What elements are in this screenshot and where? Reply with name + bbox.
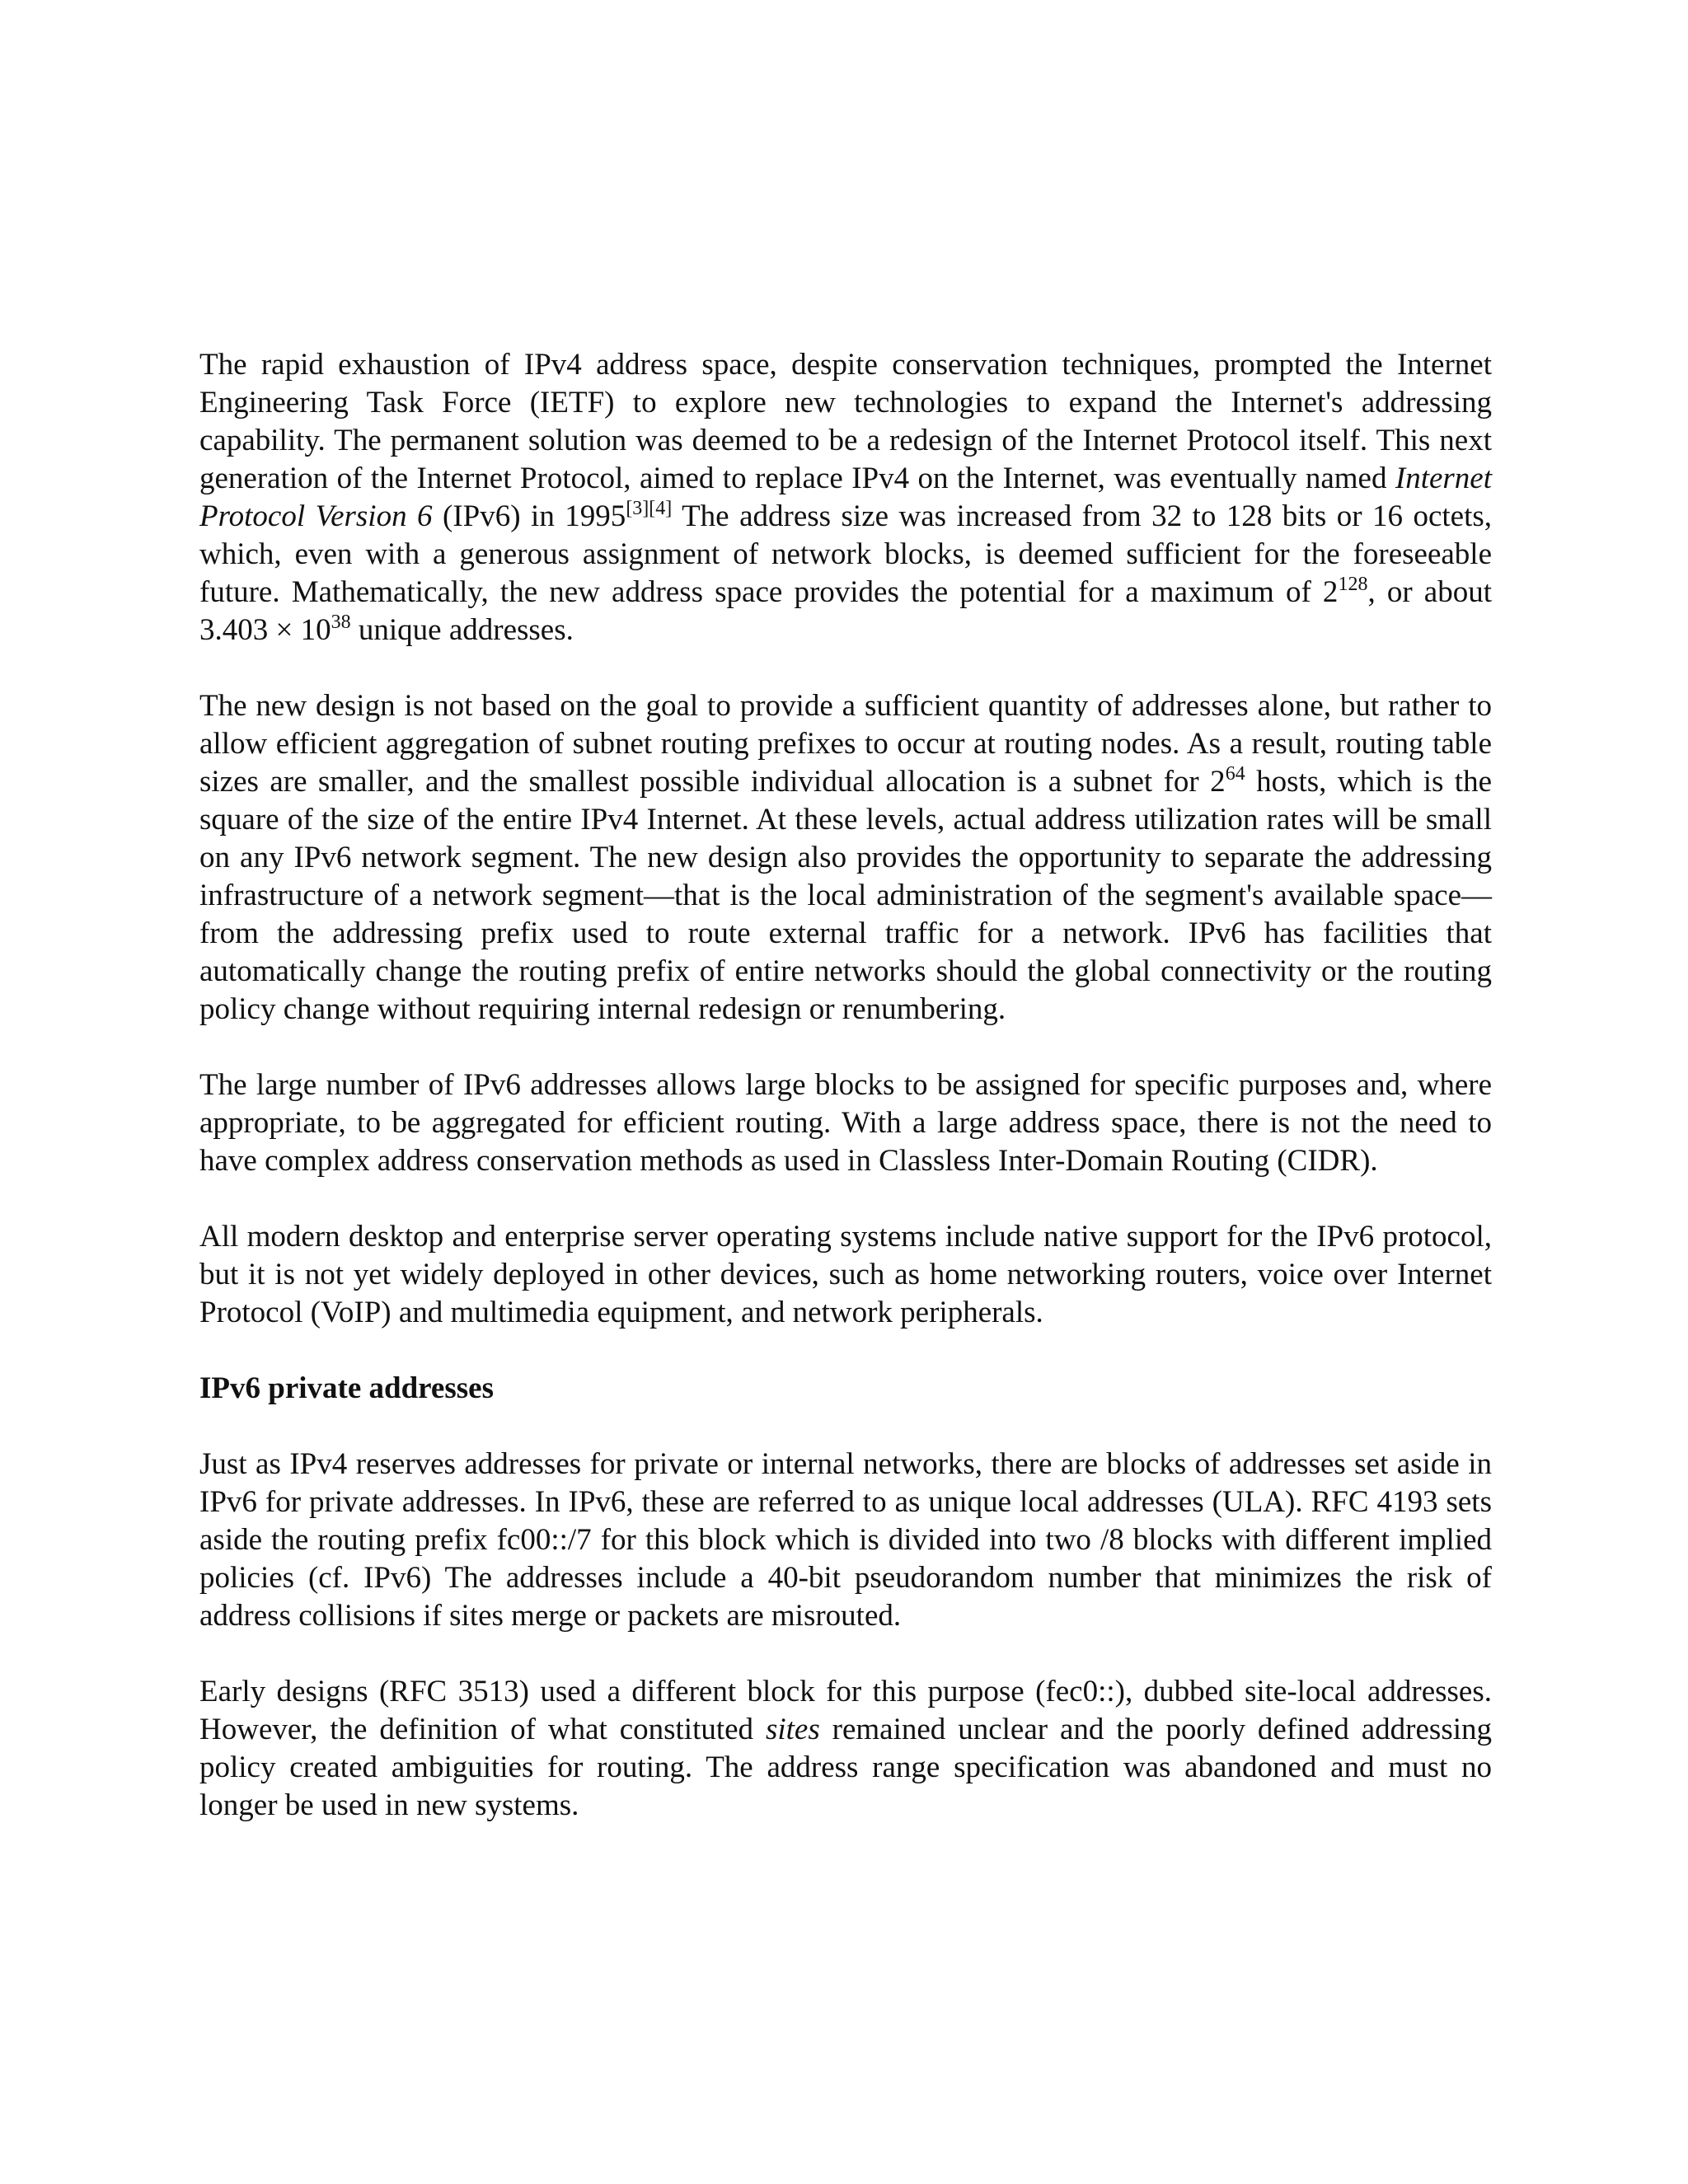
text-run: unique addresses.	[350, 613, 574, 647]
paragraph-address-blocks: The large number of IPv6 addresses allows large blocks to be assigned for specific purposes and, where appropriate, to be aggregated for efficient routing. With a large address space, there is not the need to have complex address conservation methods as used in Classless Inter-Domain Routing (CIDR).	[199, 1068, 1492, 1178]
text-run: Early designs (RFC 3513) used a different block for this purpose (fec0::), dubbed site-local addresses. However, the definition of what constituted	[199, 1675, 1492, 1746]
text-run: remained unclear and the poorly defined addressing policy created ambiguities for routing. The address range specification was abandoned and must no longer be used in new systems.	[199, 1713, 1492, 1822]
paragraph-unique-local-addresses: Just as IPv4 reserves addresses for private or internal networks, there are blocks of addresses set aside in IPv6 for private addresses. In IPv6, these are referred to as unique local addresses (ULA). RFC 4193 sets aside the routing prefix fc00::/7 for this block which is divided into two /8 blocks with different implied policies (cf. IPv6) The addresses include a 40-bit pseudorandom number that minimizes the risk of address collisions if sites merge or packets are misrouted.	[199, 1447, 1492, 1633]
text-run: hosts, which is the square of the size of the entire IPv4 Internet. At these levels, actual address utilization rates will be small on any IPv6 network segment. The new design also provides the opportunity to separate the addressing infrastructure of a network segment—that is the local administration of the segment's available space—from the addressing prefix used to route external traffic for a network. IPv6 has facilities that automatically change the routing prefix of entire networks should the global connectivity or the routing policy change without requiring internal redesign or renumbering.	[199, 765, 1493, 1026]
text-run: The new design is not based on the goal to provide a sufficient quantity of addresses alone, but rather to allow efficient aggregation of subnet routing prefixes to occur at routing nodes. As a result, routing table sizes are smaller, and the smallest possible individual allocation is a subnet for 2	[199, 689, 1492, 799]
exponent: 64	[1225, 763, 1245, 785]
text-run: , or about 3.403 × 10	[199, 575, 1492, 647]
exponent: 128	[1338, 574, 1368, 595]
citation-reference: [3][4]	[626, 498, 673, 519]
paragraph-os-support: All modern desktop and enterprise server operating systems include native support for the IPv6 protocol, but it is not yet widely deployed in other devices, such as home networking routers, voice over Internet Protocol (VoIP) and multimedia equipment, and network peripherals.	[199, 1220, 1492, 1329]
italic-term: Internet Protocol Version 6	[199, 462, 1492, 533]
text-run: The address size was increased from 32 to 128 bits or 16 octets, which, even with a generous assignment of network blocks, is deemed sufficient for the foreseeable future. Mathematically, the new address space provides the potential for a maximum of 2	[199, 499, 1493, 609]
document-body	[199, 346, 1492, 1863]
text-run: The rapid exhaustion of IPv4 address space, despite conservation techniques, prompted the Internet Engineering Task Force (IETF) to explore new technologies to expand the Internet's addressing capability. The permanent solution was deemed to be a redesign of the Internet Protocol itself. This next generation of the Internet Protocol, aimed to replace IPv4 on the Internet, was eventually named	[199, 348, 1492, 495]
paragraph-site-local-addresses	[199, 1673, 1492, 1825]
text-run: (IPv6) in 1995	[432, 499, 626, 533]
paragraph-ipv6-intro	[199, 346, 1492, 649]
section-heading: IPv6 private addresses	[199, 1371, 494, 1405]
paragraph-design-goals	[199, 687, 1492, 1029]
exponent: 38	[331, 612, 351, 633]
italic-term: sites	[765, 1713, 820, 1746]
